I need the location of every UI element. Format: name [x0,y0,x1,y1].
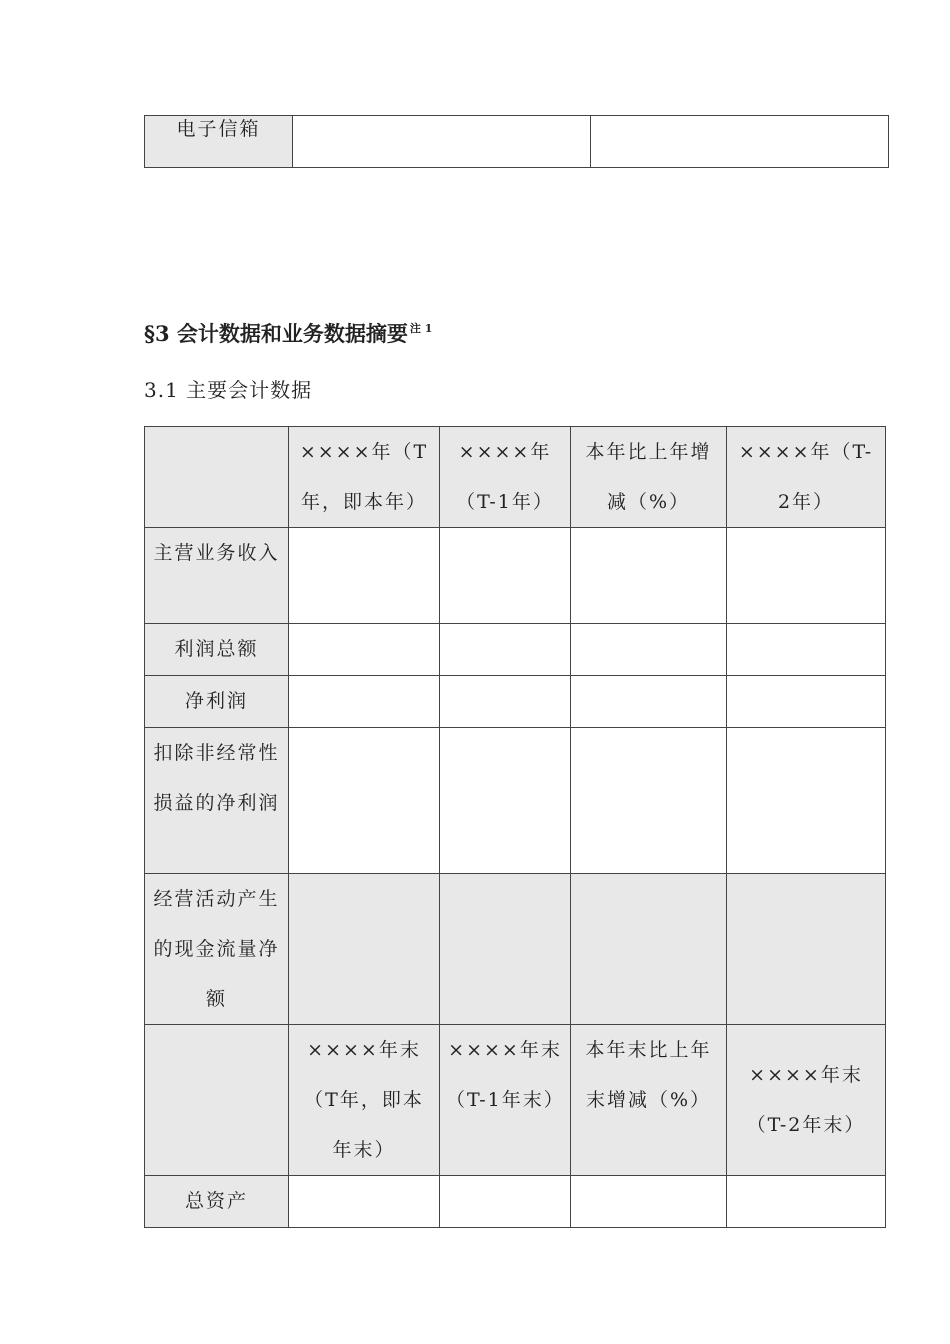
data-cell [289,1176,440,1228]
header-year-end-t2: ××××年末（T-2年末） [727,1025,886,1176]
data-cell [571,728,727,874]
email-label: 电子信箱 [145,116,293,168]
data-cell [727,874,886,1025]
data-cell [571,1176,727,1228]
header-year-end-t1: ××××年末（T-1年末） [440,1025,571,1176]
data-cell [440,624,571,676]
row-label-adjusted-net-profit: 扣除非经常性损益的净利润 [145,728,289,874]
header-year-end-t: ××××年末（T年，即本年末） [289,1025,440,1176]
data-cell [727,676,886,728]
section-title: §3 会计数据和业务数据摘要 [144,321,408,346]
row-label-main-revenue: 主营业务收入 [145,528,289,624]
data-cell [289,528,440,624]
table-row [145,1176,886,1228]
data-cell [727,728,886,874]
data-cell [440,874,571,1025]
header-year-t2: ××××年（T-2年） [727,427,886,528]
table-header-row [145,1025,886,1176]
section-heading [144,318,432,348]
data-cell [571,874,727,1025]
header-year-t: ××××年（T年，即本年） [289,427,440,528]
data-cell [727,528,886,624]
data-cell [440,728,571,874]
table-row [145,676,886,728]
data-cell [440,528,571,624]
header-blank-cell-2 [145,1025,289,1176]
accounting-data-table [144,426,886,1228]
subsection-heading: 3.1 主要会计数据 [144,378,313,402]
table-row [145,874,886,1025]
row-label-net-profit: 净利润 [145,676,289,728]
data-cell [440,1176,571,1228]
email-value-cell-2 [591,116,889,168]
data-cell [289,676,440,728]
header-blank-cell [145,427,289,528]
table-row [145,116,889,168]
data-cell [440,676,571,728]
header-year-t1: ××××年（T-1年） [440,427,571,528]
table-row [145,528,886,624]
data-cell [289,624,440,676]
data-cell [727,624,886,676]
contact-table [144,115,889,168]
email-value-cell [293,116,591,168]
row-label-operating-cash-flow: 经营活动产生的现金流量净额 [145,874,289,1025]
header-year-end-change-pct: 本年末比上年末增减（%） [571,1025,727,1176]
data-cell [289,728,440,874]
data-cell [289,874,440,1025]
footnote-marker: 注 1 [409,322,433,335]
header-change-pct: 本年比上年增减（%） [571,427,727,528]
row-label-total-profit: 利润总额 [145,624,289,676]
data-cell [571,528,727,624]
data-cell [727,1176,886,1228]
row-label-total-assets: 总资产 [145,1176,289,1228]
table-header-row [145,427,886,528]
data-cell [571,624,727,676]
table-row [145,624,886,676]
data-cell [571,676,727,728]
table-row [145,728,886,874]
